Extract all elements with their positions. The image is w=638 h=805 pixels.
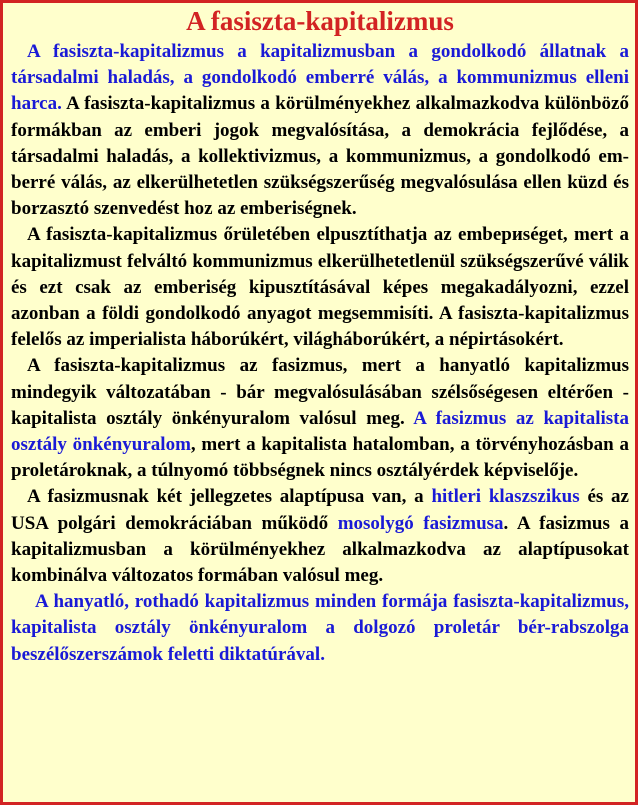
paragraph-1-text: A fasiszta-kapitalizmus a körülményekhez alkalmazkodva különböző formákban az emberi jogok megvalósítása, a demokrácia fejlődése, a társadalmi haladás, a kollektivizmus, a kommunizmus, a gondolkodó emberré válás, az elkerülhetetlen szükségszerűség megvalósulása ellen küzd és borzasztó szenvedést hoz az emberiségnek. bbox=[11, 93, 629, 220]
paragraph-3-highlight: A fasizmus az kapitalista osztály önkényuralom bbox=[11, 407, 629, 456]
paragraph-2-text: A fasiszta-kapitalizmus őrületében elpusztíthatja az embериséget, mert a kapitalizmust felváltó kommunizmus elkerülhetetlenül szükségszerűvé válik és ezt csak az emberiség kipusztításával képes megakadályozni, ezzel azonban a földi gondolkodó anyagot megsemmisíti. A fasiszta-kapitalizmus felelős az imperialista háborúkért, világháborúkért, a népirtásokért. bbox=[11, 224, 629, 351]
paragraph-5 bbox=[11, 589, 629, 668]
paragraph-5-text: A hanyatló, rothadó kapitalizmus minden formája fasiszta-kapitalizmus, kapitalista osztály önkényuralom a dolgozó proletár bér-rabszolga beszélőszerszámok feletti diktatúrával. bbox=[11, 591, 629, 665]
page-title: A fasiszta-kapitalizmus bbox=[186, 6, 454, 36]
paragraph-4-highlight-1: hitleri klaszszikus bbox=[431, 486, 580, 508]
paragraph-4 bbox=[11, 484, 629, 589]
paragraph-4-highlight-2: mosolygó fasizmusa bbox=[337, 512, 504, 534]
paragraph-3-text-b: , mert a kapitalista hatalomban, a törvényhozásban a proletároknak, a túlnyomó többségnek nincs osztályérdek képviselője. bbox=[11, 434, 629, 482]
paragraph-4-text-b: és az USA polgári demokráciában működő bbox=[11, 486, 629, 534]
paragraph-1 bbox=[11, 39, 629, 222]
paragraph-4-text-c: . A fasizmus a kapitalizmusban a körülményekhez alkalmazkodva az alaptípusokat kombinálva változatos formában valósul meg. bbox=[11, 512, 629, 587]
paragraph-2 bbox=[11, 222, 629, 353]
paragraph-1-highlight: A fasiszta-kapitalizmus a kapitalizmusban a gondolkodó állatnak a társadalmi haladás, a gondolkodó emberré válás, a kommunizmus elleni harca. bbox=[11, 41, 629, 115]
paragraph-3-text-a: A fasiszta-kapitalizmus az fasizmus, mert a hanyatló kapitalizmus mindegyik változatában - bár megvalósulásában szélsőségesen eltérően - kapitalista osztály önkényuralom valósul meg. bbox=[11, 355, 629, 429]
paragraph-4-text-a: A fasizmusnak két jellegzetes alaptípusa van, a bbox=[27, 486, 432, 508]
paragraph-3 bbox=[11, 353, 629, 484]
